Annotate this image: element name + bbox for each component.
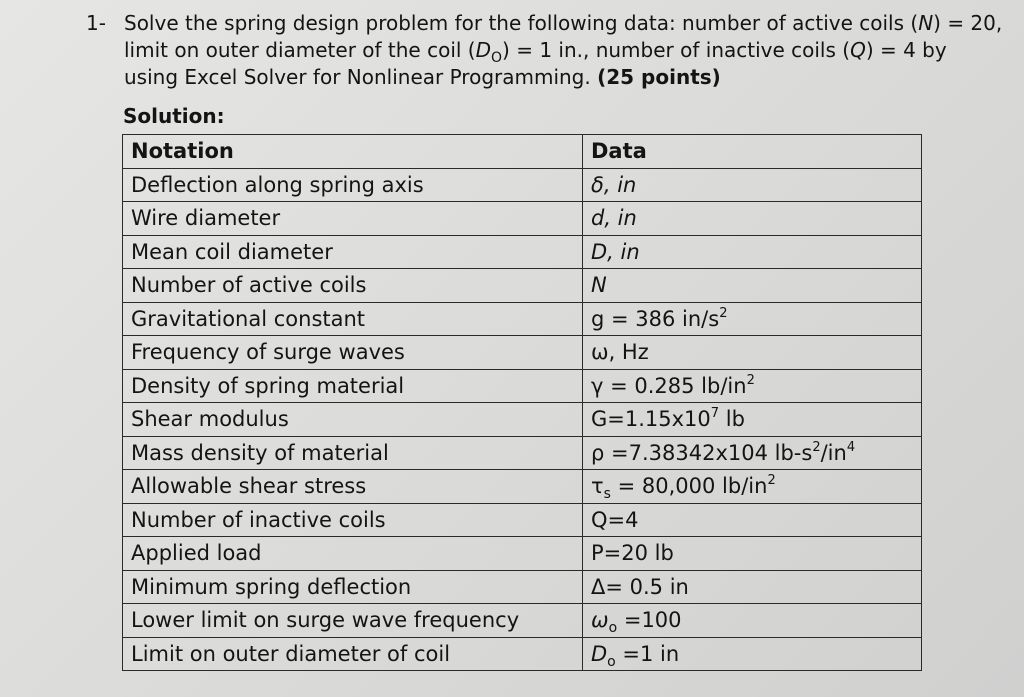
data-cell	[583, 604, 922, 638]
table-row	[123, 503, 922, 537]
table-row	[123, 570, 922, 604]
notation-cell: Frequency of surge waves	[123, 336, 583, 370]
table-row	[123, 302, 922, 336]
notation-cell: Limit on outer diameter of coil	[123, 637, 583, 671]
table-row	[123, 637, 922, 671]
problem-text-part-4: ) = 4 by using Excel Solver for Nonlinear Programming.	[124, 38, 947, 89]
data-value: d, in	[591, 206, 637, 231]
superscript: 2	[812, 439, 821, 455]
superscript: 2	[719, 305, 728, 321]
notation-cell: Deflection along spring axis	[123, 168, 583, 202]
table-row	[123, 604, 922, 638]
data-value: D, in	[591, 239, 640, 264]
notation-cell: Lower limit on surge wave frequency	[123, 604, 583, 638]
solution-heading: Solution:	[123, 104, 225, 128]
notation-cell: Applied load	[123, 537, 583, 571]
superscript: 2	[746, 372, 755, 388]
data-value: N	[591, 273, 607, 298]
superscript-2: 4	[846, 439, 856, 455]
notation-cell: Wire diameter	[123, 202, 583, 236]
data-cell	[583, 570, 922, 604]
data-cell	[583, 369, 922, 403]
data-value-suffix: =100	[617, 608, 682, 633]
data-value-suffix: =1 in	[615, 641, 680, 666]
data-value: P=20 lb	[591, 541, 674, 566]
table-row	[123, 336, 922, 370]
data-value: Q=4	[591, 507, 639, 532]
table-row	[123, 269, 922, 303]
data-value-suffix: /in	[820, 440, 847, 465]
notation-cell: Mass density of material	[123, 436, 583, 470]
data-cell	[583, 269, 922, 303]
data-value: ρ =7.38342x104 lb-s	[591, 440, 813, 465]
problem-number: 1-	[86, 11, 106, 35]
notation-cell: Minimum spring deflection	[123, 570, 583, 604]
data-value: ω	[591, 608, 609, 633]
notation-cell: Density of spring material	[123, 369, 583, 403]
subscript: s	[603, 486, 611, 503]
outer-diameter-subscript: O	[491, 50, 503, 66]
subscript: o	[607, 653, 616, 670]
notation-cell: Gravitational constant	[123, 302, 583, 336]
data-value: g = 386 in/s	[591, 306, 720, 331]
data-cell	[583, 302, 922, 336]
data-cell	[583, 537, 922, 571]
table-row	[123, 537, 922, 571]
problem-text-part-1: Solve the spring design problem for the following data: number of active coils (	[124, 11, 919, 35]
notation-cell: Number of active coils	[123, 269, 583, 303]
data-cell	[583, 336, 922, 370]
points-label: (25 points)	[597, 65, 721, 89]
data-value: Δ= 0.5 in	[591, 574, 689, 599]
notation-cell: Shear modulus	[123, 403, 583, 437]
active-coils-symbol: N	[918, 11, 934, 35]
superscript: 7	[710, 406, 720, 422]
notation-header: Notation	[123, 135, 583, 169]
outer-diameter-symbol: D	[475, 38, 492, 62]
data-value: G=1.15x10	[591, 407, 711, 432]
data-value: D	[591, 641, 608, 666]
data-cell	[583, 168, 922, 202]
data-cell	[583, 470, 922, 504]
table-header-row	[123, 135, 922, 169]
data-cell	[583, 403, 922, 437]
data-value: γ = 0.285 lb/in	[591, 373, 747, 398]
problem-text	[124, 10, 1004, 91]
data-value: ω, Hz	[591, 340, 649, 365]
data-cell	[583, 503, 922, 537]
table-row	[123, 168, 922, 202]
subscript: o	[608, 620, 618, 637]
table-row	[123, 369, 922, 403]
data-header: Data	[583, 135, 922, 169]
problem-text-part-3: ) = 1 in., number of inactive coils (	[502, 38, 851, 62]
notation-cell: Allowable shear stress	[123, 470, 583, 504]
data-cell	[583, 202, 922, 236]
data-value-suffix: = 80,000 lb/in	[610, 474, 768, 499]
table-row	[123, 235, 922, 269]
notation-cell: Mean coil diameter	[123, 235, 583, 269]
data-cell	[583, 637, 922, 671]
notation-cell: Number of inactive coils	[123, 503, 583, 537]
problem-text-part-2: ) = 20, limit on outer diameter of the coil (	[124, 11, 1003, 62]
data-value: τ	[591, 474, 604, 499]
superscript-2: 2	[767, 473, 776, 489]
data-value: δ, in	[591, 172, 637, 197]
table-row	[123, 470, 922, 504]
table-row	[123, 403, 922, 437]
table-row	[123, 436, 922, 470]
inactive-coils-symbol: Q	[850, 38, 866, 62]
spring-data-table	[122, 134, 922, 671]
data-cell	[583, 235, 922, 269]
data-value-suffix: lb	[719, 407, 745, 432]
data-cell	[583, 436, 922, 470]
table-row	[123, 202, 922, 236]
